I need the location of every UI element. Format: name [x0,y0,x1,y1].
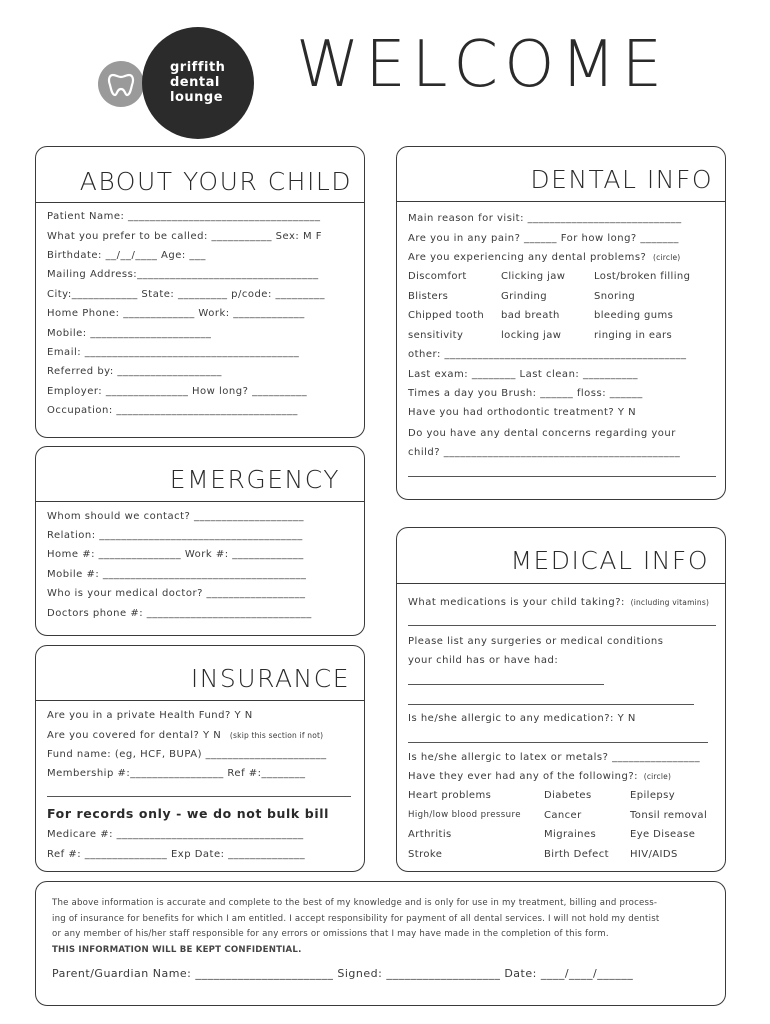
medical-field-latex[interactable]: Is he/she allergic to latex or metals? ________________ [408,752,701,763]
insurance-field-dental-cover[interactable] [47,730,323,741]
declaration-line-1: The above information is accurate and complete to the best of my knowledge and is only for use in my treatment, billing and process- [52,898,658,908]
insurance-title: INSURANCE [190,664,350,693]
emergency-field-doctor[interactable]: Who is your medical doctor? __________________ [47,588,306,599]
dental-field-other[interactable]: other: ____________________________________________ [408,349,687,360]
signature-line[interactable]: Parent/Guardian Name: _______________________ Signed: ___________________ Date: ____/____/______ [52,967,634,980]
condition-epilepsy[interactable]: Epilepsy [630,790,676,801]
emergency-field-contact[interactable]: Whom should we contact? ____________________ [47,511,304,522]
condition-stroke[interactable]: Stroke [408,849,443,860]
medical-surgeries-line-2[interactable] [408,704,694,705]
condition-migraines[interactable]: Migraines [544,829,597,840]
problem-discomfort[interactable]: Discomfort [408,271,467,282]
confidential-notice: THIS INFORMATION WILL BE KEPT CONFIDENTIAL. [52,944,302,955]
dental-field-reason[interactable]: Main reason for visit: ____________________________ [408,213,682,224]
about-field-referred-by[interactable]: Referred by: ___________________ [47,366,222,377]
emergency-title: EMERGENCY [169,465,340,494]
declaration-line-2: ing of insurance for benefits for which I am entitled. I accept responsibility for payment of all dental services. I will not hold my dentist [52,913,660,924]
dental-field-problems [408,252,680,263]
insurance-skip-note: (skip this section if not) [229,731,324,740]
condition-cancer[interactable]: Cancer [544,810,582,821]
insurance-divider [47,796,351,797]
insurance-field-fund-name[interactable]: Fund name: (eg, HCF, BUPA) ______________________ [47,749,327,760]
problem-blisters[interactable]: Blisters [408,291,449,302]
dental-field-pain[interactable]: Are you in any pain? ______ For how long? _______ [408,233,679,244]
condition-eye-disease[interactable]: Eye Disease [630,829,696,840]
problem-chipped-tooth[interactable]: Chipped tooth [408,310,485,321]
medical-field-surgeries-1: Please list any surgeries or medical conditions [408,636,664,647]
about-field-home-phone[interactable]: Home Phone: _____________ Work: _____________ [47,308,305,319]
problem-bad-breath[interactable]: bad breath [501,310,560,321]
dental-field-concerns-line2[interactable]: child? ___________________________________________ [408,447,681,458]
about-field-patient-name[interactable]: Patient Name: ___________________________________ [47,211,321,222]
problem-lost-filling[interactable]: Lost/broken filling [594,271,691,282]
emergency-field-mobile[interactable]: Mobile #: _____________________________________ [47,569,307,580]
condition-arthritis[interactable]: Arthritis [408,829,452,840]
medical-field-following [408,771,671,782]
insurance-field-medicare[interactable]: Medicare #: __________________________________ [47,829,304,840]
dental-title: DENTAL INFO [530,165,713,194]
logo-line-3: lounge [170,90,224,105]
dental-problems-grid [408,271,718,349]
condition-tonsil-removal[interactable]: Tonsil removal [630,810,708,821]
about-field-preferred-name[interactable]: What you prefer to be called: ___________ Sex: M F [47,231,323,242]
emergency-field-doctor-phone[interactable]: Doctors phone #: ______________________________ [47,608,312,619]
problem-locking-jaw[interactable]: locking jaw [501,330,562,341]
about-field-employer[interactable]: Employer: _______________ How long? __________ [47,386,308,397]
medical-field-medications [408,597,709,608]
about-field-mailing-address[interactable]: Mailing Address:_________________________________ [47,269,319,280]
declaration-line-3: or any member of his/her staff responsible for any errors or omissions that I may have made in the completion of this form. [52,929,609,939]
problem-bleeding-gums[interactable]: bleeding gums [594,310,674,321]
about-field-occupation[interactable]: Occupation: _________________________________ [47,405,298,416]
emergency-field-relation[interactable]: Relation: _____________________________________ [47,530,303,541]
condition-diabetes[interactable]: Diabetes [544,790,592,801]
medical-vitamins-note: (including vitamins) [630,598,710,607]
problem-sensitivity[interactable]: sensitivity [408,330,464,341]
about-title: ABOUT YOUR CHILD [79,167,352,196]
dental-field-concerns-line1: Do you have any dental concerns regarding your [408,428,676,439]
insurance-dental-cover-label: Are you covered for dental? Y N [47,730,222,741]
condition-hiv-aids[interactable]: HIV/AIDS [630,849,678,860]
problem-ringing-ears[interactable]: ringing in ears [594,330,673,341]
logo-line-2: dental [170,75,220,90]
dental-circle-note: (circle) [653,253,681,262]
medical-following-label: Have they ever had any of the following?: [408,771,639,782]
dental-field-brush[interactable]: Times a day you Brush: ______ floss: ______ [408,388,643,399]
records-only-heading: For records only - we do not bulk bill [47,806,329,821]
medical-title: MEDICAL INFO [510,546,709,575]
insurance-field-membership[interactable]: Membership #:_________________ Ref #:________ [47,768,306,779]
logo-text [170,60,225,105]
condition-blood-pressure[interactable]: High/low blood pressure [408,810,521,820]
dental-field-last-exam[interactable]: Last exam: ________ Last clean: __________ [408,369,638,380]
logo-line-1: griffith [170,60,226,75]
medical-field-surgeries-2: your child has or have had: [408,655,559,666]
about-field-city[interactable]: City:____________ State: _________ p/code: _________ [47,289,325,300]
medical-allergic-line[interactable] [408,742,708,743]
dental-field-orthodontic[interactable]: Have you had orthodontic treatment? Y N [408,407,637,418]
problem-grinding[interactable]: Grinding [501,291,547,302]
medical-medications-label: What medications is your child taking?: [408,597,625,608]
problem-clicking-jaw[interactable]: Clicking jaw [501,271,566,282]
welcome-heading: WELCOME [296,28,669,102]
dental-problems-label: Are you experiencing any dental problems? [408,252,647,263]
medical-conditions-grid [408,790,718,868]
about-field-email[interactable]: Email: _______________________________________ [47,347,300,358]
insurance-field-ref-exp[interactable]: Ref #: _______________ Exp Date: ______________ [47,849,306,860]
medical-field-allergic-medication[interactable]: Is he/she allergic to any medication?: Y N [408,713,636,724]
declaration-text [52,896,722,958]
about-field-mobile[interactable]: Mobile: ______________________ [47,328,212,339]
emergency-field-home[interactable]: Home #: _______________ Work #: _____________ [47,549,304,560]
condition-birth-defect[interactable]: Birth Defect [544,849,609,860]
medical-surgeries-line-1[interactable] [408,684,604,685]
condition-heart-problems[interactable]: Heart problems [408,790,492,801]
insurance-field-health-fund[interactable]: Are you in a private Health Fund? Y N [47,710,253,721]
medical-medications-line[interactable] [408,625,716,626]
about-field-birthdate[interactable]: Birthdate: __/__/____ Age: ___ [47,250,206,261]
problem-snoring[interactable]: Snoring [594,291,636,302]
tooth-logo-icon [98,61,144,107]
medical-circle-note: (circle) [643,772,672,781]
dental-concerns-extra-line[interactable] [408,476,716,477]
